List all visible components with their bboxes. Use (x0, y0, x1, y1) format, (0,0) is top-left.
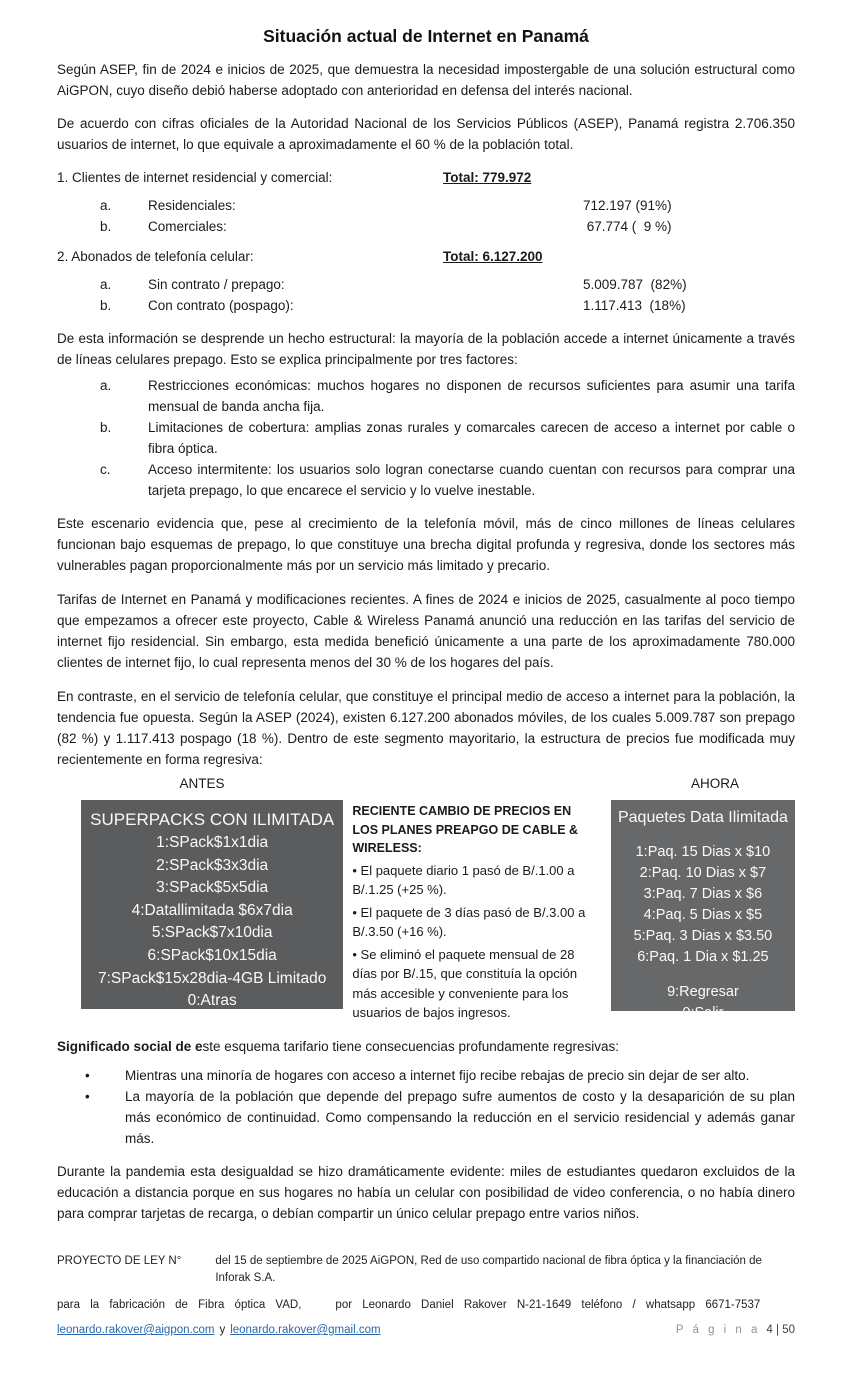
row-marker: a. (100, 277, 112, 292)
email-conjunction: y (219, 1324, 226, 1336)
item-marker: c. (100, 462, 111, 477)
row-value: 712.197 (91%) (583, 198, 672, 213)
paragraph-prepaid-gap: Este escenario evidencia que, pese al crecimiento de la telefonía móvil, más de cinco millones de líneas celulares funcionan bajo esquemas de prepago, lo que constituye una brecha digital profunda y regresiva, donde los sectores más vulnerables pagan proporcionalmente más por un servicio más limitado y precario. (57, 516, 795, 573)
item-text: Acceso intermitente: los usuarios solo logran conectarse cuando cuentan con recursos para comprar una tarjeta prepago, lo que encarece el servicio y lo vuelve inestable. (148, 462, 795, 498)
footer-spacer (181, 1253, 215, 1287)
table-row (57, 274, 795, 295)
row-value: 5.009.787 (82%) (583, 277, 687, 292)
footer-line1-text: del 15 de septiembre de 2025 AiGPON, Red de uso compartido nacional de fibra óptica y la financiación de Inforak S.A. (215, 1255, 762, 1284)
menu-line: 9:Regresar (667, 984, 739, 1000)
list-item (57, 375, 795, 417)
menu-line: 3:SPack$5x5dia (156, 879, 269, 897)
footer-line-2 (57, 1297, 795, 1314)
paragraph-asep-figures: De acuerdo con cifras oficiales de la Autoridad Nacional de los Servicios Públicos (ASEP), Panamá registra 2.706.350 usuarios de internet, lo que equivale a aproximadamente el 60 % de la población total. (57, 116, 795, 152)
footer-spacer (301, 1297, 335, 1314)
row-value: 67.774 ( 9 %) (583, 219, 672, 234)
list2-total: Total: 6.127.200 (443, 249, 543, 264)
list-item (57, 1065, 795, 1086)
row-marker: b. (100, 219, 112, 234)
comparison-columns (57, 800, 795, 1021)
before-after-labels (57, 776, 795, 794)
list-item (57, 417, 795, 459)
bullet-marker: • (85, 1068, 90, 1083)
superpacks-menu-title: SUPERPACKS CON ILIMITADA (90, 810, 335, 829)
price-change-note (352, 800, 600, 1020)
menu-line: 4:Datallimitada $6x7dia (131, 901, 293, 919)
table-row (57, 216, 795, 237)
bullet-marker: • (85, 1089, 90, 1104)
list1-items (57, 195, 795, 237)
paragraph-pandemic: Durante la pandemia esta desigualdad se hizo dramáticamente evidente: miles de estudiantes quedaron excluidos de la educación a distancia porque en sus hogares no había un celular con posibilidad de video conferencia, o no había dinero para comprar tarjetas de recarga, o debían compartir un único celular prepago entre varios niños. (57, 1164, 795, 1221)
footer-emails (57, 1324, 381, 1336)
paragraph-intro: Según ASEP, fin de 2024 e inicios de 2025, que demuestra la necesidad impostergable de una solución estructural como AiGPON, cuyo diseño debió haberse adoptado con anterioridad en defensa del interés nacional. (57, 62, 795, 98)
menu-line: 5:SPack$7x10dia (151, 924, 273, 942)
footer-line2b-text: por Leonardo Daniel Rakover N-21-1649 teléfono / whatsapp 6671-7537 (335, 1299, 761, 1311)
page-title: Situación actual de Internet en Panamá (263, 26, 589, 46)
footer-line-1 (57, 1253, 795, 1287)
item-text: Restricciones económicas: muchos hogares no disponen de recursos suficientes para asumir una tarifa mensual de banda ancha fija. (148, 378, 795, 414)
price-change-bullet: • El paquete de 3 días pasó de B/.3.00 a B/.3.50 (+16 %). (352, 904, 586, 939)
label-antes: ANTES (179, 776, 225, 791)
page-number-label: P á g i n a (675, 1324, 761, 1336)
list1-header (57, 167, 795, 188)
document-content (57, 0, 795, 1224)
paragraph-structural-fact: De esta información se desprende un hecho estructural: la mayoría de la población accede a internet únicamente a través de líneas celulares prepago. Esto se explica principalmente por tres factores: (57, 331, 795, 367)
social-rest: ste esquema tarifario tiene consecuencias profundamente regresivas: (202, 1039, 620, 1054)
price-change-bullet: • El paquete diario 1 pasó de B/.1.00 a B/.1.25 (+25 %). (352, 862, 575, 897)
table-row (57, 195, 795, 216)
menu-line: 1:SPack$1x1dia (156, 834, 269, 851)
price-change-heading: RECIENTE CAMBIO DE PRECIOS EN LOS PLANES PREAPGO DE CABLE & WIRELESS: (352, 804, 579, 855)
item-text: Limitaciones de cobertura: amplias zonas rurales y comarcales carecen de acceso a internet por cable o fibra óptica. (148, 420, 795, 456)
paragraph-social-meaning (57, 1036, 795, 1057)
list-item (57, 1086, 795, 1149)
item-marker: b. (100, 420, 112, 435)
page-footer (57, 1253, 795, 1336)
row-value: 1.117.413 (18%) (583, 298, 686, 313)
list2-header (57, 246, 795, 267)
footer-line2a-text: para la fabricación de Fibra óptica VAD, (57, 1299, 302, 1311)
price-change-bullet: • Se eliminó el paquete mensual de 28 días por B/.15, que constituía la opción más accesible y conveniente para los usuarios de bajos ingresos. (352, 946, 578, 1020)
row-label: Comerciales: (148, 219, 227, 234)
social-bold-lead: Significado social de e (57, 1039, 203, 1054)
menu-line: 4:Paq. 5 Dias x $5 (643, 907, 763, 923)
menu-line: 2:Paq. 10 Dias x $7 (639, 865, 767, 881)
page-number (676, 1324, 795, 1336)
page-number-value: 4 | 50 (766, 1324, 795, 1336)
item-marker: a. (100, 378, 112, 393)
bullet-text: La mayoría de la población que depende del prepago sufre aumentos de costo y la desaparición de su plan más económico de continuidad. Como compensando la reducción en el servicio residencial y además ganar más. (125, 1089, 795, 1146)
list-item (57, 459, 795, 501)
menu-line: 5:Paq. 3 Dias x $3.50 (633, 928, 773, 944)
paragraph-tariffs: Tarifas de Internet en Panamá y modificaciones recientes. A fines de 2024 e inicios de 2025, casualmente al poco tiempo que empezamos a ofrecer este proyecto, Cable & Wireless Panamá anunció una reducción en las tarifas del servicio de internet fijo residencial. Sin embargo, esta medida benefició únicamente a una parte de los aproximadamente 780.000 clientes de internet fijo, lo cual representa menos del 30 % de los hogares del país. (57, 592, 795, 670)
footer-links-row (57, 1324, 795, 1336)
row-label: Residenciales: (148, 198, 236, 213)
email-link-gmail[interactable]: leonardo.rakover@gmail.com (230, 1324, 381, 1336)
row-label: Con contrato (pospago): (148, 298, 294, 313)
menu-line: 7:SPack$15x28dia-4GB Limitado (98, 969, 327, 987)
footer-project-label: PROYECTO DE LEY N° (57, 1255, 182, 1267)
label-ahora: AHORA (690, 776, 739, 791)
menu-line: 3:Paq. 7 Dias x $6 (643, 886, 763, 902)
menu-line: 1:Paq. 15 Dias x $10 (635, 844, 771, 860)
row-marker: b. (100, 298, 112, 313)
row-marker: a. (100, 198, 112, 213)
menu-line: 2:SPack$3x3dia (156, 856, 269, 874)
menu-line: 6:Paq. 1 Dia x $1.25 (637, 949, 769, 965)
factors-list (57, 375, 795, 501)
menu-line: 6:SPack$10x15dia (147, 946, 277, 964)
list1-label: 1. Clientes de internet residencial y comercial: (57, 170, 333, 185)
bullet-text: Mientras una minoría de hogares con acceso a internet fijo recibe rebajas de precio sin dejar de ser alto. (125, 1068, 750, 1083)
paragraph-contrast: En contraste, en el servicio de telefonía celular, que constituye el principal medio de acceso a internet para la población, la tendencia fue opuesta. Según la ASEP (2024), existen 6.127.200 abonados móviles, de los cuales 5.009.787 son prepago (82 %) y 1.117.413 pospago (18 %). Dentro de este segmento mayoritario, la estructura de precios fue modificada muy recientemente en forma regresiva: (57, 689, 795, 767)
menu-line: 0:Salir (682, 1005, 724, 1021)
superpacks-menu-box (81, 800, 343, 1009)
list1-total: Total: 779.972 (443, 170, 532, 185)
email-link-aigpon[interactable]: leonardo.rakover@aigpon.com (57, 1324, 215, 1336)
list2-label: 2. Abonados de telefonía celular: (57, 249, 254, 264)
list2-items (57, 274, 795, 316)
table-row (57, 295, 795, 316)
menu-line: 0:Atras (187, 992, 237, 1010)
data-packages-title: Paquetes Data Ilimitada (617, 809, 788, 826)
data-packages-menu-box (611, 800, 795, 1021)
social-bullets (57, 1065, 795, 1149)
row-label: Sin contrato / prepago: (148, 277, 285, 292)
